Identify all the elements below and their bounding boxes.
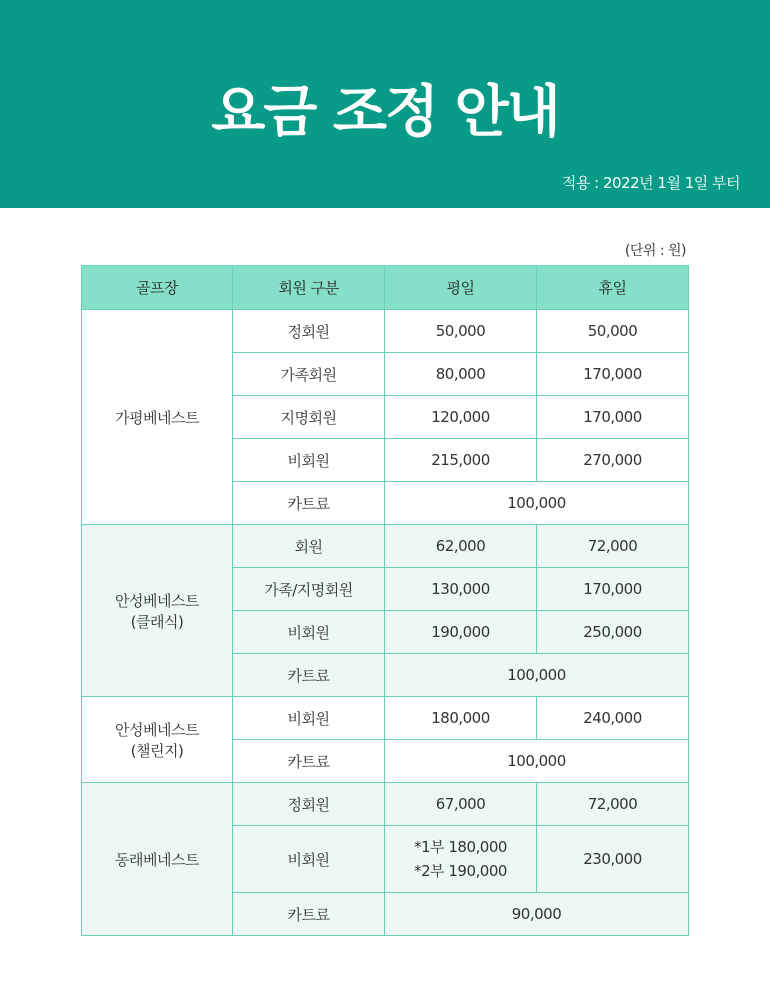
cart-fee: 100,000 [385,482,689,525]
member-type: 비회원 [233,826,385,893]
column-header-weekday: 평일 [385,266,537,310]
member-type: 비회원 [233,611,385,654]
weekend-price: 250,000 [537,611,689,654]
weekend-price: 170,000 [537,396,689,439]
unit-note: (단위 : 원) [624,243,686,259]
weekday-price: 120,000 [385,396,537,439]
course-name [82,525,233,697]
weekend-price: 50,000 [537,310,689,353]
group-anseong-classic [82,525,689,697]
weekend-price: 240,000 [537,697,689,740]
member-type: 카트료 [233,482,385,525]
member-type: 정회원 [233,310,385,353]
member-type: 가족/지명회원 [233,568,385,611]
table-row [82,310,689,353]
course-name: 동래베네스트 [82,783,233,936]
table-row [82,525,689,568]
member-type: 카트료 [233,654,385,697]
applied-date: 적용 : 2022년 1월 1일 부터 [561,174,740,192]
member-type: 비회원 [233,439,385,482]
weekday-price: 62,000 [385,525,537,568]
weekday-price: 190,000 [385,611,537,654]
column-header-member-type: 회원 구분 [233,266,385,310]
weekend-price: 72,000 [537,525,689,568]
course-name: 가평베네스트 [82,310,233,525]
table-row [82,697,689,740]
group-gapyeong [82,310,689,525]
group-dongrae [82,783,689,936]
cart-fee: 100,000 [385,740,689,783]
member-type: 지명회원 [233,396,385,439]
header-banner [0,0,770,208]
weekday-price: 50,000 [385,310,537,353]
table-row [82,783,689,826]
cart-fee: 90,000 [385,893,689,936]
weekend-price: 230,000 [537,826,689,893]
member-type: 비회원 [233,697,385,740]
member-type: 회원 [233,525,385,568]
member-type: 카트료 [233,893,385,936]
member-type: 가족회원 [233,353,385,396]
weekday-price-part2: *2부 190,000 [414,862,507,880]
column-header-weekend: 휴일 [537,266,689,310]
table-header-row [82,266,689,310]
member-type: 카트료 [233,740,385,783]
column-header-course: 골프장 [82,266,233,310]
weekday-price [385,826,537,893]
weekday-price: 180,000 [385,697,537,740]
weekday-price: 130,000 [385,568,537,611]
weekday-price: 80,000 [385,353,537,396]
page-title: 요금 조정 안내 [211,80,559,145]
group-anseong-challenge [82,697,689,783]
course-name [82,697,233,783]
weekend-price: 72,000 [537,783,689,826]
weekend-price: 270,000 [537,439,689,482]
weekday-price: 215,000 [385,439,537,482]
course-name-line: 안성베네스트 (챌린지) [115,720,199,760]
weekday-price: 67,000 [385,783,537,826]
member-type: 정회원 [233,783,385,826]
weekday-price-part1: *1부 180,000 [414,838,507,856]
fee-table [81,265,689,936]
weekend-price: 170,000 [537,568,689,611]
cart-fee: 100,000 [385,654,689,697]
weekend-price: 170,000 [537,353,689,396]
course-name-line: 안성베네스트 (클래식) [115,591,199,631]
